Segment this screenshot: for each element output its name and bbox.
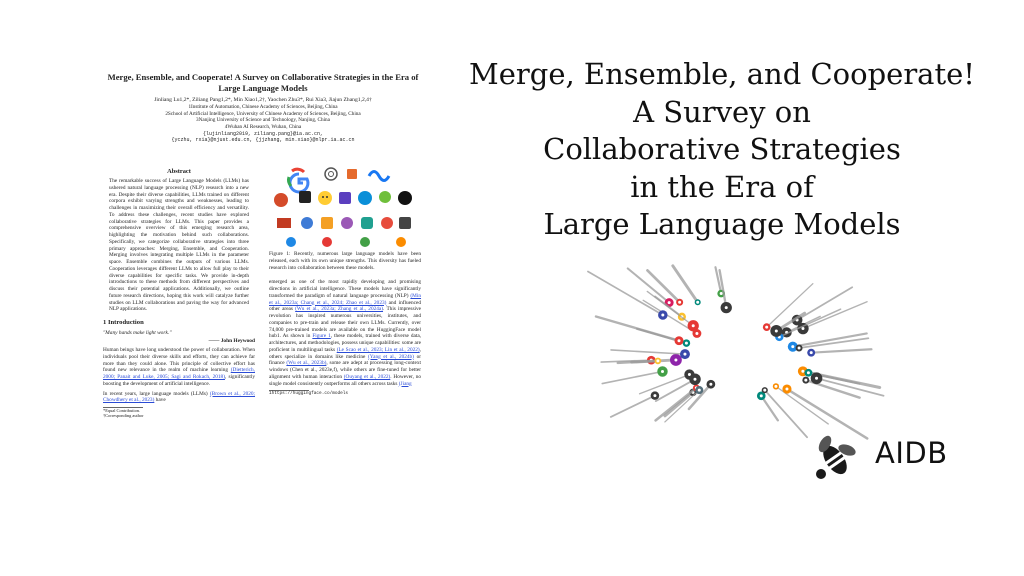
intro-paragraph-1: Human beings have long understood the power of collaboration. When individuals pool their diverse skills and efforts, they can achieve far more than they could alone. This principle of collective effort has found new relevance in the realm of machine learning (Dietterich, 2000; Panait and Luke, 2005; Sagi and Rokach, 2018), significantly boosting the development of artificial intelligence. — [103, 347, 255, 387]
comet-highlight — [765, 326, 768, 329]
citation-link[interactable]: (Wu et al., 2023a; Zhang et al., 2024a) — [295, 306, 384, 313]
intro-quote: "Many hands make light work." — [103, 330, 172, 336]
openai-logo-icon — [325, 168, 337, 180]
citation-link[interactable]: (Wu et al., 2023b) — [286, 360, 327, 367]
paper-affiliation-4: 4Wuhan AI Research, Wuhan, China — [224, 123, 302, 130]
orange-logo-icon — [277, 218, 291, 228]
mistral-logo-icon — [347, 169, 357, 179]
heading-line-3: Collaborative Strategies — [543, 132, 901, 167]
comet-highlight — [775, 329, 778, 332]
comet-trail — [611, 396, 655, 417]
figure-1-logo-cloud — [269, 166, 421, 251]
comet-trail — [596, 317, 679, 341]
aidb-brand — [805, 430, 965, 486]
comet-highlight — [801, 370, 804, 373]
comet-trail — [803, 302, 867, 329]
comet-highlight — [725, 306, 728, 309]
comet-highlight — [661, 314, 664, 317]
comet-highlight — [791, 345, 794, 348]
citation-link[interactable]: (Dietterich, 2000; Panait and Luke, 2005; Sagi and Rokach, 2018) — [103, 367, 255, 380]
comet-trail — [602, 371, 662, 383]
comet-trail — [656, 379, 695, 401]
figure-1-caption: Figure 1: Recently, numerous large language models have been released, each with its own unique strengths. This diversity has fueled research into collaboration between these models. — [269, 251, 421, 271]
comet-highlight — [785, 388, 788, 391]
comet-highlight — [693, 378, 696, 381]
green-logo-icon — [379, 191, 391, 203]
comet-highlight — [692, 324, 695, 327]
comet-highlight — [668, 301, 671, 304]
comet-highlight — [688, 373, 691, 376]
comet-highlight — [720, 292, 723, 295]
comet-highlight — [656, 359, 659, 362]
right-paragraph: emerged as one of the most rapidly developing and promising directions in artificial intelligence. These models have significantly transformed the paradigm of natural language processing (NLP) (Min et al., 2023a; Chang et al., 2024; Zhao et al., 2023) and influenced other areas (Wu et al., 2023a; Zhang et al., 2024a). This impressive revolution has inspired numerous universities, institutes, and companies to pre-train and release their own LLMs. Currently, over 74,000 pre-trained models are available on the HuggingFace model hub1. As shown in Figure 1, these models, trained with diverse data, architectures, and methodologies, possess unique capabilities: some are proficient in multilingual tasks (Le Scao et al., 2023; Lin et al., 2022), others specialize in domains like medicine (Yang et al., 2024b) or finance (Wu et al., 2023b), some are adept at processing long-context windows (Chen et al., 2023e,f), while others are fine-tuned for better alignment with human interaction (Ouyang et al., 2022). However, no single model consistently outperforms all others across tasks (Jiang — [269, 279, 422, 387]
converging-comets-illustration — [585, 262, 885, 442]
paper-email-1: {lujinliang2019, ziliang.pang}@ia.ac.cn, — [202, 130, 324, 137]
comet-highlight — [810, 351, 813, 354]
footnote-2: †Corresponding author — [103, 413, 144, 419]
comet-highlight — [678, 301, 681, 304]
blue-round-logo-icon — [301, 217, 313, 229]
paper-title: Merge, Ensemble, and Cooperate! A Survey on Collaborative Strategies in the Era of Large Language Models — [107, 72, 419, 93]
comet-trail — [673, 266, 698, 302]
teal-logo-icon — [361, 217, 373, 229]
llm-logos-figure — [269, 166, 421, 251]
huggingface-logo-icon — [318, 191, 332, 205]
comet-highlight — [815, 377, 818, 380]
paper-affiliation-2: 2School of Artificial Intelligence, University of Chinese Academy of Sciences, Beijing, China — [165, 110, 361, 117]
comet-trail — [811, 349, 871, 352]
comet-trail — [611, 350, 685, 354]
comet-trail — [767, 284, 813, 327]
right-footnote: 1https://huggingface.co/models — [269, 391, 349, 397]
bee-icon — [805, 430, 861, 486]
abstract-text: The remarkable success of Large Language Models (LLMs) has ushered natural language processing (NLP) research into a new era. Despite their diverse capabilities, LLMs trained on different corpora exhibit varying strengths and weaknesses, leading to challenges in maximizing their overall efficiency and versatility. To address these challenges, recent studies have explored collaborative strategies for LLMs. This paper provides a comprehensive overview of this emerging research area, highlighting the motivation behind such collaborations. Specifically, we categorize collaborative strategies into three primary approaches: Merging, Ensemble, and Cooperation. Merging involves integrating multiple LLMs in the parameter space. Ensemble combines the outputs of various LLMs. Cooperation leverages different LLMs to allow full play to their diverse capabilities for specific tasks. We provide in-depth introductions to these methods from different perspectives and discuss their potential applications. Additionally, we outline future research directions, hoping this work will catalyze further studies on LLM collaborations and paving the way for advanced NLP applications. — [109, 178, 249, 313]
small-green-logo-icon — [360, 237, 370, 247]
comet-trail — [761, 396, 778, 421]
paper-right-column — [269, 166, 421, 397]
violet-logo-icon — [341, 217, 353, 229]
paper-affiliation-1: 1Institute of Automation, Chinese Academy of Sciences, Beijing, China — [188, 104, 338, 111]
comet-trail — [640, 375, 690, 394]
heading-line-4: in the Era of — [630, 169, 814, 204]
comet-highlight — [709, 383, 712, 386]
comet-trail — [797, 287, 852, 320]
comet-trail — [647, 291, 693, 325]
meta-logo-icon — [369, 172, 389, 181]
purple-logo-icon — [339, 192, 351, 204]
quote-author: —— John Heywood — [208, 338, 255, 344]
comet-highlight — [798, 346, 801, 349]
black-logo-icon — [299, 191, 311, 203]
citation-link[interactable]: (Le Scao et al., 2023; Lin et al., 2022) — [336, 346, 420, 353]
footnote-1: *Equal Contribution. — [103, 408, 141, 413]
main-heading — [432, 56, 1012, 244]
comet-highlight — [804, 379, 807, 382]
comet-highlight — [763, 389, 766, 392]
section-heading: 1 Introduction — [103, 319, 144, 326]
grey-logo-icon — [399, 217, 411, 229]
intro-paragraph-2: In recent years, large language models (LLMs) (Brown et al., 2020; Chowdhery et al., 2023) have — [103, 390, 256, 404]
dark-logo-icon — [398, 191, 412, 205]
small-blue-logo-icon — [286, 237, 296, 247]
red-logo-icon — [274, 193, 288, 207]
citation-link[interactable]: (Min et al., 2023a; Chang et al., 2024; Zhao et al., 2023) — [269, 292, 422, 306]
google-logo-icon — [289, 169, 308, 192]
citation-link[interactable]: (Brown et al., 2020; Chowdhery et al., 2023) — [103, 390, 256, 404]
red-round-logo-icon — [381, 217, 393, 229]
small-orange-logo-icon — [396, 237, 406, 247]
comet-trail — [665, 390, 699, 422]
paper-email-2: {yczhu, rxia}@njust.edu.cn, {jjzhang, min.xiao}@nlpr.ia.ac.cn — [171, 136, 355, 143]
comet-highlight — [677, 339, 680, 342]
citation-link[interactable]: (Yang et al., 2024b) — [368, 353, 414, 360]
comet-highlight — [760, 394, 763, 397]
paper-left-column — [103, 166, 255, 419]
comet-highlight — [674, 358, 677, 361]
comet-highlight — [685, 342, 688, 345]
comet-highlight — [695, 332, 698, 335]
comet-trail — [588, 272, 663, 316]
abstract-heading: Abstract — [167, 168, 191, 175]
figure-link[interactable]: Figure 1 — [312, 333, 331, 340]
citation-link[interactable]: (Jiang — [398, 380, 412, 387]
comet-highlight — [807, 371, 810, 374]
comet-highlight — [698, 389, 701, 392]
comet-highlight — [774, 385, 777, 388]
comet-highlight — [696, 301, 699, 304]
brand-name: AIDB — [875, 436, 948, 470]
citation-link[interactable]: (Ouyang et al., 2022) — [343, 373, 391, 380]
heading-line-2: A Survey on — [633, 94, 811, 129]
comet-highlight — [653, 394, 656, 397]
small-red-logo-icon — [322, 237, 332, 247]
comet-highlight — [683, 353, 686, 356]
paper-affiliation-3: 3Nanjing University of Science and Technology, Nanjing, China — [196, 117, 330, 124]
comet-highlight — [661, 370, 664, 373]
comet-trail — [665, 392, 693, 416]
paper-authors: Jinliang Lu1,2*, Ziliang Pang1,2*, Min Xiao1,2†, Yaochen Zhu3*, Rui Xia3, Jiajun Zhang1,2,4† — [154, 97, 372, 103]
paper-thumbnail — [103, 68, 423, 513]
heading-line-5: Large Language Models — [543, 207, 901, 242]
heading-line-1: Merge, Ensemble, and Cooperate! — [469, 57, 975, 91]
blue-logo-icon — [358, 191, 372, 205]
yellow-logo-icon — [321, 217, 333, 229]
comet-trail — [656, 388, 697, 421]
